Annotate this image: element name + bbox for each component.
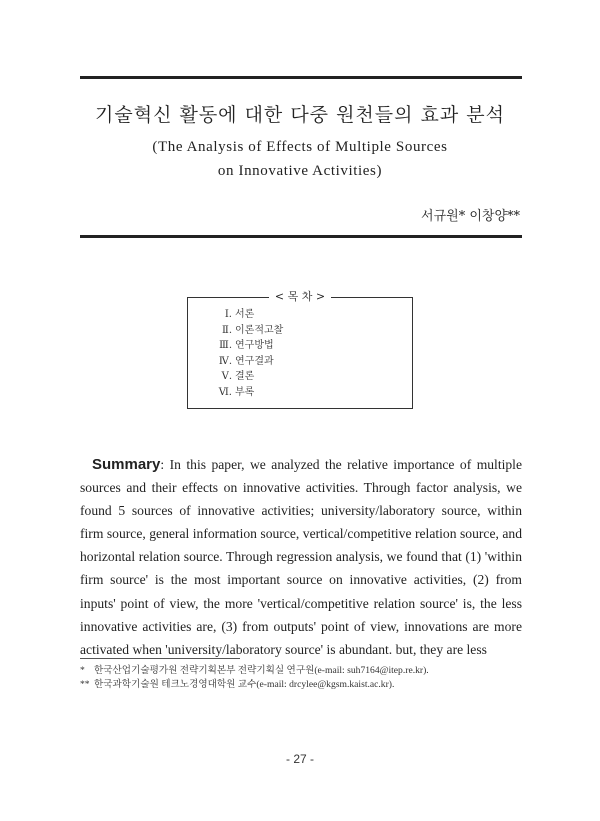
- toc-title-text: < 목 차 >: [269, 290, 331, 303]
- footnote: [80, 664, 522, 678]
- footnotes: [80, 664, 522, 692]
- toc-item-number: Ⅵ.: [218, 386, 232, 398]
- toc-item-number: Ⅲ.: [219, 340, 232, 351]
- title-english: [0, 135, 600, 183]
- toc-item-number: Ⅰ.: [224, 309, 232, 320]
- toc-list: [218, 307, 283, 400]
- toc-item-number: Ⅱ.: [222, 324, 232, 336]
- title-english-line-2: on Innovative Activities): [217, 163, 383, 179]
- toc-item: [218, 338, 283, 354]
- page-number: - 27 -: [285, 752, 314, 766]
- toc-item-label: 부록: [235, 386, 255, 398]
- toc-item-label: 연구결과: [235, 355, 274, 367]
- footnote: [80, 678, 522, 692]
- toc-item-label: 결론: [235, 371, 255, 382]
- toc-item-number: Ⅳ.: [218, 355, 232, 367]
- toc-title: [188, 289, 412, 305]
- toc-item: [218, 354, 283, 370]
- toc-item: [218, 323, 283, 339]
- toc-item-number: Ⅴ.: [221, 371, 232, 382]
- footnote-text: 한국과학기술원 테크노경영대학원 교수(e-mail: drcylee@kgsm.kaist.ac.kr).: [94, 679, 395, 690]
- toc-item-label: 이론적고찰: [235, 324, 284, 336]
- toc-item: [218, 385, 283, 401]
- summary-label: Summary: [92, 456, 161, 473]
- toc-item: [218, 369, 283, 385]
- title-korean: 기술혁신 활동에 대한 다중 원천들의 효과 분석: [95, 104, 505, 126]
- title-english-line-1: (The Analysis of Effects of Multiple Sources: [152, 139, 448, 155]
- toc-item: [218, 307, 283, 323]
- top-rule: [80, 76, 522, 79]
- footnote-rule: [80, 658, 240, 659]
- table-of-contents: [187, 290, 413, 409]
- summary-text: : In this paper, we analyzed the relative importance of multiple sources and their effects on innovative activities. Through factor analysis, we found 5 sources of innovative activities; university/laboratory source, within firm source, general information source, vertical/competitive relation source, and horizontal relation source. Through regression analysis, we found that (1) 'within firm source' is the most important source on innovative activities, (2) from inputs' point of view, the more 'vertical/competitive relation source' is, the less innovative activities are, (3) from outputs' point of view, innovations are more activated when 'university/laboratory source' is abundant. but, they are less: [80, 457, 522, 657]
- summary-paragraph: [80, 453, 522, 661]
- footnote-mark: *: [80, 665, 85, 676]
- toc-item-label: 연구방법: [235, 340, 274, 351]
- footnote-mark: **: [80, 679, 90, 690]
- footnote-text: 한국산업기술평가원 전략기획본부 전략기획실 연구원(e-mail: suh7164@itep.re.kr).: [94, 665, 429, 676]
- header-bottom-rule: [80, 235, 522, 238]
- toc-item-label: 서론: [235, 309, 255, 320]
- authors: 서규원* 이창양**: [421, 209, 520, 224]
